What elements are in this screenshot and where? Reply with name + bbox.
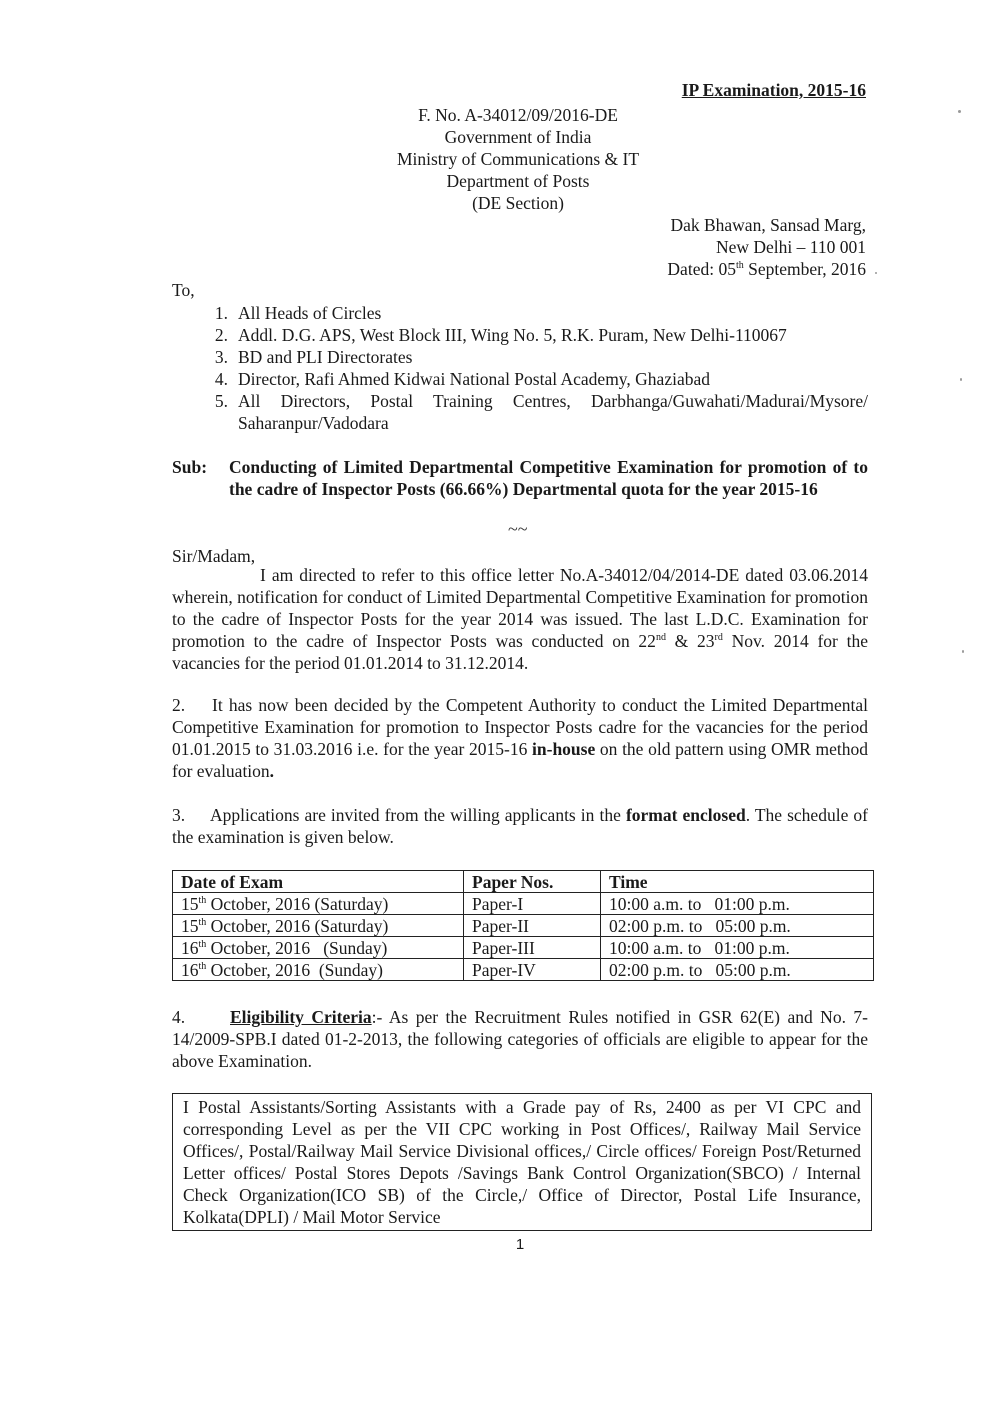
paragraph-1: I am directed to refer to this office letter No.A-34012/04/2014-DE dated 03.06.2014 wherein, notification for conduct of Limited Departmental Competitive Examination for promotion to the cadre of Inspector Posts for the year 2014 was issued. The last L.D.C. Examination for promotion to the cadre of Inspector Posts was conducted on 22nd & 23rd Nov. 2014 for the vacancies for the period 01.01.2014 to 31.12.2014. xyxy=(172,565,868,673)
col-header-paper: Paper Nos. xyxy=(464,871,601,893)
list-item: 3. BD and PLI Directorates xyxy=(214,347,413,367)
address-line-2: New Delhi – 110 001 xyxy=(715,237,866,257)
file-number: F. No. A-34012/09/2016-DE xyxy=(418,105,618,125)
subject-label: Sub: xyxy=(172,457,208,477)
col-header-date: Date of Exam xyxy=(173,871,464,893)
paragraph-4: 4. Eligibility Criteria:- As per the Recruitment Rules notified in GSR 62(E) and No. 7-14/2009-SPB.I dated 01-2-2013, the following categories of officials are eligible to appear for the above Examination. xyxy=(172,1007,868,1071)
table-header-row xyxy=(173,871,874,893)
page-number: 1 xyxy=(515,1236,525,1253)
scan-speck xyxy=(875,272,877,274)
table-row: 16th October, 2016 (Sunday) Paper-III 10:00 a.m. to 01:00 p.m. xyxy=(173,937,874,959)
subject-text: Conducting of Limited Departmental Competitive Examination for promotion of to the cadre of Inspector Posts (66.66%) Departmental quota for the year 2015-16 xyxy=(229,457,868,499)
recipient-list xyxy=(172,302,872,434)
list-item: 2. Addl. D.G. APS, West Block III, Wing No. 5, R.K. Puram, New Delhi-110067 xyxy=(214,325,787,345)
section-line: (DE Section) xyxy=(472,193,564,213)
table-row: 16th October, 2016 (Sunday) Paper-IV 02:00 p.m. to 05:00 p.m. xyxy=(173,959,874,981)
scan-speck xyxy=(960,378,962,381)
table-row: 15th October, 2016 (Saturday) Paper-I 10:00 a.m. to 01:00 p.m. xyxy=(173,893,874,915)
eligibility-box: I Postal Assistants/Sorting Assistants with a Grade pay of Rs, 2400 as per VI CPC and corresponding Level as per the VII CPC working in Post Offices/, Railway Mail Service Offices/, Postal/Railway Mail Service Divisional offices,/ Circle offices/ Foreign Post/Returned Letter offices/ Postal Stores Depots /Savings Bank Control Organization(SBCO) / Internal Check Organization(ICO SB) of the Circle,/ Office of Director, Postal Life Insurance, Kolkata(DPLI) / Mail Motor Service xyxy=(172,1093,872,1231)
exam-schedule-table xyxy=(172,870,874,981)
list-item: 5. All Directors, Postal Training Centres, Darbhanga/Guwahati/Madurai/Mysore/ Saharanpur/Vadodara xyxy=(214,391,868,433)
subject-line xyxy=(172,456,868,500)
sender-address xyxy=(560,214,866,280)
paragraph-3: 3. Applications are invited from the willing applicants in the format enclosed. The schedule of the examination is given below. xyxy=(172,805,868,847)
salutation: Sir/Madam, xyxy=(172,546,256,566)
to-label: To, xyxy=(172,280,195,300)
eligibility-heading: Eligibility Criteria xyxy=(230,1007,372,1027)
scan-speck xyxy=(962,650,964,653)
paragraph-2: 2. It has now been decided by the Competent Authority to conduct the Limited Departmental Competitive Examination for promotion to Inspector Posts cadre for the vacancies for the period 01.01.2015 to 31.03.2016 i.e. for the year 2015-16 in-house on the old pattern using OMR method for evaluation. xyxy=(172,695,868,781)
col-header-time: Time xyxy=(601,871,874,893)
department-line: Department of Posts xyxy=(446,171,590,191)
government-line: Government of India xyxy=(444,127,592,147)
list-item: 4. Director, Rafi Ahmed Kidwai National Postal Academy, Ghaziabad xyxy=(214,369,710,389)
date-line: Dated: 05th September, 2016 xyxy=(667,259,866,279)
separator-tilde: ~~ xyxy=(508,519,528,539)
ministry-line: Ministry of Communications & IT xyxy=(396,149,640,169)
scan-speck xyxy=(958,110,961,113)
exam-tag: IP Examination, 2015-16 xyxy=(681,80,866,100)
list-item: 1. All Heads of Circles xyxy=(214,303,382,323)
address-line-1: Dak Bhawan, Sansad Marg, xyxy=(670,215,866,235)
letterhead xyxy=(338,104,698,214)
table-row: 15th October, 2016 (Saturday) Paper-II 02:00 p.m. to 05:00 p.m. xyxy=(173,915,874,937)
